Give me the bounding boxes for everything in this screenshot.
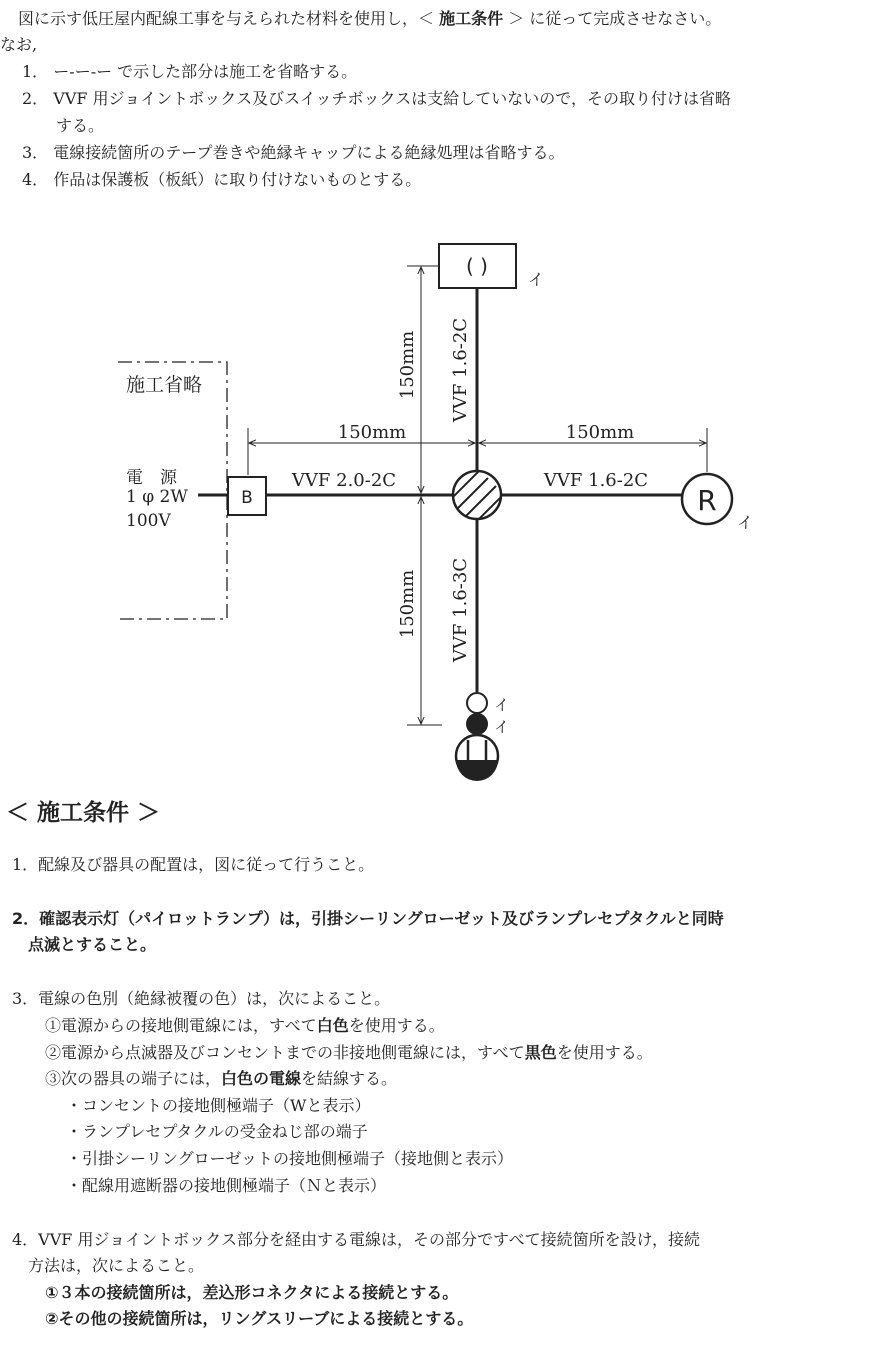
dim-150-down: 150mm xyxy=(397,569,418,639)
condition-text: ③次の器具の端子には， xyxy=(45,1069,222,1088)
note-text: する。 xyxy=(56,116,105,135)
note-number: 3． xyxy=(22,143,49,162)
condition-text: を使用する。 xyxy=(348,1016,445,1035)
switch xyxy=(467,714,487,734)
conditions-heading: ＜ 施工条件 ＞ xyxy=(6,800,161,826)
condition-4-2: ②その他の接続箇所は，リングスリーブによる接続とする。 xyxy=(45,1309,474,1328)
condition-4-line-1: 4．VVF 用ジョイントボックス部分を経由する電線は，その部分ですべて接続箇所を設け，接続 xyxy=(12,1230,701,1249)
note-text: 電線接続箇所のテープ巻きや絶縁キャップによる絶縁処理は省略する。 xyxy=(53,143,565,162)
intro-text: 図に示す低圧屋内配線工事を与えられた材料を使用し，＜ xyxy=(18,9,435,28)
condition-text: を使用する。 xyxy=(556,1043,653,1062)
white-wire: 白色の電線 xyxy=(221,1069,302,1088)
condition-3-1 xyxy=(45,1015,445,1037)
note-1 xyxy=(22,61,357,83)
note-number: 4． xyxy=(22,170,49,189)
cable-label-right: VVF 1.6-2C xyxy=(543,470,649,491)
intro-text-end: ＞ に従って完成させなさい。 xyxy=(508,9,722,28)
note-text: VVF 用ジョイントボックス及びスイッチボックスは支給していないので，その取り付けは省略 xyxy=(53,89,731,108)
condition-3-title: 3．電線の色別（絶縁被覆の色）は，次によること。 xyxy=(12,989,391,1008)
bullet-2: ・ランプレセプタクルの受金ねじ部の端子 xyxy=(66,1122,368,1141)
power-label-2: 1 φ 2W xyxy=(126,487,188,507)
dim-150-left: 150mm xyxy=(337,422,407,443)
condition-2-line-1: 2．確認表示灯（パイロットランプ）は，引掛シーリングローゼット及びランプレセプタクルと同時 xyxy=(12,909,724,928)
bullet-1: ・コンセントの接地側極端子（Wと表示） xyxy=(66,1096,371,1115)
label-i-top: イ xyxy=(528,270,545,289)
intro-line-1 xyxy=(18,8,721,30)
note-2 xyxy=(22,88,731,110)
lamp-receptacle xyxy=(456,735,498,781)
dim-150-up: 150mm xyxy=(397,330,418,400)
condition-text: を結線する。 xyxy=(301,1069,398,1088)
condition-text: ①電源からの接地側電線には，すべて xyxy=(45,1016,317,1035)
note-2-cont xyxy=(56,115,104,137)
cable-label-up: VVF 1.6-2C xyxy=(450,317,471,423)
condition-2-line-2: 点滅とすること。 xyxy=(28,935,157,954)
bullet-4: ・配線用遮断器の接地側極端子（Ｎと表示） xyxy=(66,1176,387,1195)
condition-4-line-2: 方法は，次によること。 xyxy=(28,1256,205,1275)
note-number: 2． xyxy=(22,89,49,108)
pilot-lamp xyxy=(467,693,487,713)
wiring-diagram xyxy=(0,225,894,785)
condition-text: ②電源から点滅器及びコンセントまでの非接地側電線には，すべて xyxy=(45,1043,525,1062)
breaker-symbol: B xyxy=(241,488,253,508)
receptacle-symbol: R xyxy=(697,484,717,517)
note-3 xyxy=(22,142,564,164)
note-4 xyxy=(22,169,421,191)
cable-label-left: VVF 2.0-2C xyxy=(291,470,397,491)
note-text: 作品は保護板（板紙）に取り付けないものとする。 xyxy=(53,170,422,189)
omit-label: 施工省略 xyxy=(126,374,203,396)
intro-line-2: なお, xyxy=(0,35,38,54)
color-black: 黒色 xyxy=(524,1043,557,1062)
ceiling-symbol: ( ) xyxy=(466,254,488,278)
bullet-3: ・引掛シーリングローゼットの接地側極端子（接地側と表示） xyxy=(66,1149,514,1168)
condition-3-2 xyxy=(45,1042,653,1064)
condition-1: 1．配線及び器具の配置は，図に従って行うこと。 xyxy=(12,855,375,874)
label-i-right: イ xyxy=(737,513,754,532)
condition-3-3 xyxy=(45,1068,397,1090)
label-i-pilot: イ xyxy=(494,696,510,714)
intro-conditions-ref: 施工条件 xyxy=(439,9,504,28)
color-white: 白色 xyxy=(316,1016,349,1035)
note-text: ー-ー-ー で示した部分は施工を省略する。 xyxy=(53,62,358,81)
cable-label-down: VVF 1.6-3C xyxy=(450,557,471,663)
condition-4-1: ①３本の接続箇所は，差込形コネクタによる接続とする。 xyxy=(45,1283,459,1302)
power-label-1: 電 源 xyxy=(126,468,177,488)
dim-150-right: 150mm xyxy=(565,422,635,443)
label-i-switch: イ xyxy=(494,718,510,736)
power-label-3: 100V xyxy=(126,511,171,531)
note-number: 1． xyxy=(22,62,49,81)
